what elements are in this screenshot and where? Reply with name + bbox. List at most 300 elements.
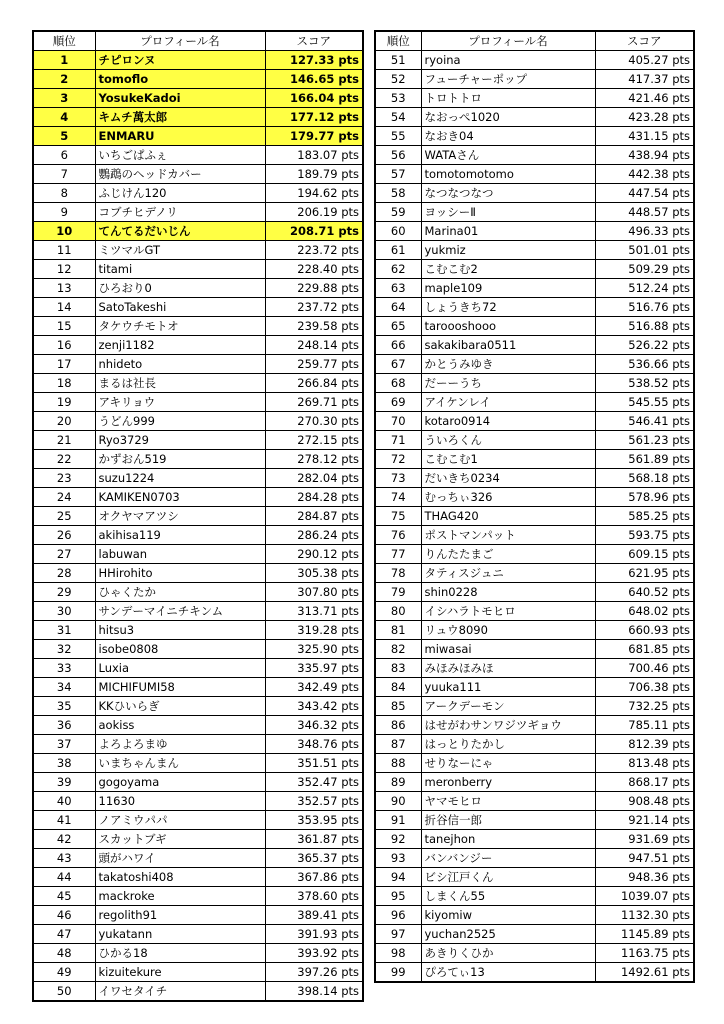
table-row	[33, 526, 363, 545]
score-cell: 438.94 pts	[595, 146, 694, 165]
score-cell: 538.52 pts	[595, 374, 694, 393]
profile-name-cell: titami	[95, 260, 265, 279]
table-row	[375, 963, 694, 983]
profile-name-cell: yukmiz	[421, 241, 595, 260]
table-row	[33, 830, 363, 849]
table-row	[33, 70, 363, 89]
score-cell: 448.57 pts	[595, 203, 694, 222]
score-cell: 352.57 pts	[265, 792, 363, 811]
profile-name-cell: チピロンヌ	[95, 51, 265, 70]
ranking-table-left	[32, 30, 364, 1002]
profile-name-cell: KKひいらぎ	[95, 697, 265, 716]
rank-cell: 7	[33, 165, 95, 184]
rank-cell: 34	[33, 678, 95, 697]
score-cell: 785.11 pts	[595, 716, 694, 735]
rank-cell: 98	[375, 944, 421, 963]
score-cell: 305.38 pts	[265, 564, 363, 583]
score-cell: 546.41 pts	[595, 412, 694, 431]
rank-cell: 92	[375, 830, 421, 849]
score-cell: 393.92 pts	[265, 944, 363, 963]
profile-name-cell: あきりくひか	[421, 944, 595, 963]
profile-name-cell: 11630	[95, 792, 265, 811]
table-row	[375, 222, 694, 241]
rank-cell: 31	[33, 621, 95, 640]
rank-cell: 87	[375, 735, 421, 754]
score-cell: 706.38 pts	[595, 678, 694, 697]
score-cell: 1132.30 pts	[595, 906, 694, 925]
rank-cell: 29	[33, 583, 95, 602]
rank-cell: 33	[33, 659, 95, 678]
table-row	[33, 260, 363, 279]
rank-cell: 95	[375, 887, 421, 906]
score-cell: 290.12 pts	[265, 545, 363, 564]
header-score: スコア	[265, 31, 363, 51]
score-cell: 593.75 pts	[595, 526, 694, 545]
rank-cell: 80	[375, 602, 421, 621]
table-row	[375, 108, 694, 127]
profile-name-cell: ryoina	[421, 51, 595, 70]
score-cell: 248.14 pts	[265, 336, 363, 355]
profile-name-cell: aokiss	[95, 716, 265, 735]
score-cell: 421.46 pts	[595, 89, 694, 108]
score-cell: 732.25 pts	[595, 697, 694, 716]
rank-cell: 45	[33, 887, 95, 906]
rank-cell: 16	[33, 336, 95, 355]
rank-cell: 96	[375, 906, 421, 925]
profile-name-cell: ひゃくたか	[95, 583, 265, 602]
profile-name-cell: スカットブギ	[95, 830, 265, 849]
profile-name-cell: regolith91	[95, 906, 265, 925]
profile-name-cell: SatoTakeshi	[95, 298, 265, 317]
profile-name-cell: yuuka111	[421, 678, 595, 697]
score-cell: 1492.61 pts	[595, 963, 694, 983]
header-rank: 順位	[33, 31, 95, 51]
table-row	[375, 488, 694, 507]
profile-name-cell: ミツマルGT	[95, 241, 265, 260]
rank-cell: 93	[375, 849, 421, 868]
profile-name-cell: kotaro0914	[421, 412, 595, 431]
score-cell: 447.54 pts	[595, 184, 694, 203]
rank-cell: 21	[33, 431, 95, 450]
rank-cell: 62	[375, 260, 421, 279]
table-row	[33, 906, 363, 925]
score-cell: 568.18 pts	[595, 469, 694, 488]
profile-name-cell: りんたたまご	[421, 545, 595, 564]
rank-cell: 36	[33, 716, 95, 735]
profile-name-cell: takatoshi408	[95, 868, 265, 887]
profile-name-cell: HHirohito	[95, 564, 265, 583]
ranking-table-left-body	[33, 31, 363, 1001]
score-cell: 325.90 pts	[265, 640, 363, 659]
table-row	[375, 241, 694, 260]
profile-name-cell: なおっぺ1020	[421, 108, 595, 127]
profile-name-cell: 折谷信一郎	[421, 811, 595, 830]
score-cell: 343.42 pts	[265, 697, 363, 716]
profile-name-cell: てんてるだいじん	[95, 222, 265, 241]
profile-name-cell: よろよろまゆ	[95, 735, 265, 754]
score-cell: 353.95 pts	[265, 811, 363, 830]
profile-name-cell: コブチヒデノリ	[95, 203, 265, 222]
table-row	[33, 697, 363, 716]
table-row	[33, 545, 363, 564]
profile-name-cell: tomoflo	[95, 70, 265, 89]
profile-name-cell: なおき04	[421, 127, 595, 146]
table-row	[33, 640, 363, 659]
score-cell: 813.48 pts	[595, 754, 694, 773]
profile-name-cell: みほみほみほ	[421, 659, 595, 678]
profile-name-cell: miwasai	[421, 640, 595, 659]
rank-cell: 46	[33, 906, 95, 925]
score-cell: 1163.75 pts	[595, 944, 694, 963]
table-row	[375, 868, 694, 887]
profile-name-cell: ひろおり0	[95, 279, 265, 298]
rank-cell: 20	[33, 412, 95, 431]
table-row	[33, 792, 363, 811]
table-row	[375, 564, 694, 583]
rank-cell: 63	[375, 279, 421, 298]
profile-name-cell: トロトトロ	[421, 89, 595, 108]
profile-name-cell: zenji1182	[95, 336, 265, 355]
table-row	[375, 773, 694, 792]
score-cell: 398.14 pts	[265, 982, 363, 1002]
profile-name-cell: なつなつなつ	[421, 184, 595, 203]
score-cell: 229.88 pts	[265, 279, 363, 298]
rank-cell: 84	[375, 678, 421, 697]
rank-cell: 78	[375, 564, 421, 583]
score-cell: 208.71 pts	[265, 222, 363, 241]
table-row	[375, 165, 694, 184]
score-cell: 516.88 pts	[595, 317, 694, 336]
rank-cell: 9	[33, 203, 95, 222]
rank-cell: 52	[375, 70, 421, 89]
score-cell: 319.28 pts	[265, 621, 363, 640]
rank-cell: 83	[375, 659, 421, 678]
profile-name-cell: タケウチモトオ	[95, 317, 265, 336]
table-row	[33, 279, 363, 298]
profile-name-cell: アキリョウ	[95, 393, 265, 412]
rank-cell: 28	[33, 564, 95, 583]
table-row	[33, 754, 363, 773]
table-row	[375, 203, 694, 222]
rank-cell: 39	[33, 773, 95, 792]
rank-cell: 3	[33, 89, 95, 108]
score-cell: 512.24 pts	[595, 279, 694, 298]
score-cell: 272.15 pts	[265, 431, 363, 450]
profile-name-cell: nhideto	[95, 355, 265, 374]
rank-cell: 2	[33, 70, 95, 89]
score-cell: 307.80 pts	[265, 583, 363, 602]
profile-name-cell: むっちぃ326	[421, 488, 595, 507]
score-cell: 313.71 pts	[265, 602, 363, 621]
table-row	[33, 89, 363, 108]
profile-name-cell: キムチ萬太郎	[95, 108, 265, 127]
score-cell: 812.39 pts	[595, 735, 694, 754]
table-row	[375, 431, 694, 450]
score-cell: 179.77 pts	[265, 127, 363, 146]
table-row	[33, 431, 363, 450]
score-cell: 660.93 pts	[595, 621, 694, 640]
table-row	[33, 773, 363, 792]
table-row	[375, 469, 694, 488]
profile-name-cell: ノアミウパパ	[95, 811, 265, 830]
profile-name-cell: いちごぱふぇ	[95, 146, 265, 165]
score-cell: 189.79 pts	[265, 165, 363, 184]
rank-cell: 81	[375, 621, 421, 640]
score-cell: 609.15 pts	[595, 545, 694, 564]
table-row	[375, 925, 694, 944]
rank-cell: 44	[33, 868, 95, 887]
profile-name-cell: ひかる18	[95, 944, 265, 963]
rank-cell: 38	[33, 754, 95, 773]
table-row	[33, 336, 363, 355]
table-row	[33, 317, 363, 336]
profile-name-cell: meronberry	[421, 773, 595, 792]
rank-cell: 55	[375, 127, 421, 146]
table-row	[375, 678, 694, 697]
rank-cell: 91	[375, 811, 421, 830]
rank-cell: 69	[375, 393, 421, 412]
score-cell: 700.46 pts	[595, 659, 694, 678]
score-cell: 417.37 pts	[595, 70, 694, 89]
score-cell: 561.23 pts	[595, 431, 694, 450]
score-cell: 908.48 pts	[595, 792, 694, 811]
table-row	[33, 678, 363, 697]
score-cell: 278.12 pts	[265, 450, 363, 469]
table-row	[33, 393, 363, 412]
table-row	[375, 70, 694, 89]
rank-cell: 82	[375, 640, 421, 659]
table-row	[33, 108, 363, 127]
profile-name-cell: アークデーモン	[421, 697, 595, 716]
score-cell: 237.72 pts	[265, 298, 363, 317]
table-row	[375, 146, 694, 165]
profile-name-cell: ヤマモヒロ	[421, 792, 595, 811]
rank-cell: 22	[33, 450, 95, 469]
score-cell: 405.27 pts	[595, 51, 694, 70]
rank-cell: 88	[375, 754, 421, 773]
rank-cell: 94	[375, 868, 421, 887]
profile-name-cell: アイケンレイ	[421, 393, 595, 412]
score-cell: 681.85 pts	[595, 640, 694, 659]
rank-cell: 56	[375, 146, 421, 165]
table-row	[33, 716, 363, 735]
rank-cell: 11	[33, 241, 95, 260]
table-row	[375, 279, 694, 298]
table-row	[33, 488, 363, 507]
table-row	[33, 450, 363, 469]
table-row	[375, 754, 694, 773]
rank-cell: 40	[33, 792, 95, 811]
rank-cell: 71	[375, 431, 421, 450]
profile-name-cell: ポストマンパット	[421, 526, 595, 545]
score-cell: 284.28 pts	[265, 488, 363, 507]
score-cell: 378.60 pts	[265, 887, 363, 906]
rank-cell: 50	[33, 982, 95, 1002]
rank-cell: 70	[375, 412, 421, 431]
table-row	[33, 355, 363, 374]
score-cell: 206.19 pts	[265, 203, 363, 222]
score-cell: 270.30 pts	[265, 412, 363, 431]
table-row	[33, 127, 363, 146]
rank-cell: 15	[33, 317, 95, 336]
score-cell: 1145.89 pts	[595, 925, 694, 944]
rank-cell: 26	[33, 526, 95, 545]
table-row	[375, 716, 694, 735]
header-rank: 順位	[375, 31, 421, 51]
rank-cell: 27	[33, 545, 95, 564]
score-cell: 348.76 pts	[265, 735, 363, 754]
rank-cell: 4	[33, 108, 95, 127]
rank-cell: 12	[33, 260, 95, 279]
table-row	[375, 184, 694, 203]
profile-name-cell: tanejhon	[421, 830, 595, 849]
profile-name-cell: うどん999	[95, 412, 265, 431]
profile-name-cell: kizuitekure	[95, 963, 265, 982]
profile-name-cell: ENMARU	[95, 127, 265, 146]
table-row	[33, 849, 363, 868]
rank-cell: 42	[33, 830, 95, 849]
profile-name-cell: こむこむ1	[421, 450, 595, 469]
profile-name-cell: せりなーにゃ	[421, 754, 595, 773]
profile-name-cell: hitsu3	[95, 621, 265, 640]
rank-cell: 54	[375, 108, 421, 127]
score-cell: 509.29 pts	[595, 260, 694, 279]
table-row	[375, 412, 694, 431]
profile-name-cell: tomotomotomo	[421, 165, 595, 184]
table-row	[375, 735, 694, 754]
score-cell: 183.07 pts	[265, 146, 363, 165]
rank-cell: 14	[33, 298, 95, 317]
profile-name-cell: オクヤマアツシ	[95, 507, 265, 526]
table-row	[375, 507, 694, 526]
rank-cell: 53	[375, 89, 421, 108]
score-cell: 921.14 pts	[595, 811, 694, 830]
score-cell: 536.66 pts	[595, 355, 694, 374]
rank-cell: 67	[375, 355, 421, 374]
profile-name-cell: akihisa119	[95, 526, 265, 545]
score-cell: 640.52 pts	[595, 583, 694, 602]
table-row	[375, 906, 694, 925]
rank-cell: 57	[375, 165, 421, 184]
score-cell: 545.55 pts	[595, 393, 694, 412]
rank-cell: 6	[33, 146, 95, 165]
rank-cell: 76	[375, 526, 421, 545]
profile-name-cell: suzu1224	[95, 469, 265, 488]
table-row	[33, 507, 363, 526]
table-row	[375, 811, 694, 830]
table-row	[375, 830, 694, 849]
rank-cell: 35	[33, 697, 95, 716]
rank-cell: 48	[33, 944, 95, 963]
table-row	[375, 127, 694, 146]
score-cell: 346.32 pts	[265, 716, 363, 735]
rank-cell: 75	[375, 507, 421, 526]
table-row	[33, 469, 363, 488]
profile-name-cell: ヨッシーⅡ	[421, 203, 595, 222]
rank-cell: 79	[375, 583, 421, 602]
ranking-table-right-body	[375, 31, 694, 982]
table-row	[33, 184, 363, 203]
table-row	[375, 317, 694, 336]
table-row	[375, 260, 694, 279]
rank-cell: 68	[375, 374, 421, 393]
profile-name-cell: isobe0808	[95, 640, 265, 659]
table-row	[33, 374, 363, 393]
rank-cell: 51	[375, 51, 421, 70]
rank-cell: 19	[33, 393, 95, 412]
table-row	[33, 602, 363, 621]
score-cell: 585.25 pts	[595, 507, 694, 526]
score-cell: 1039.07 pts	[595, 887, 694, 906]
header-profile: プロフィール名	[95, 31, 265, 51]
table-row	[375, 51, 694, 70]
profile-name-cell: しまくん55	[421, 887, 595, 906]
profile-name-cell: THAG420	[421, 507, 595, 526]
rank-cell: 59	[375, 203, 421, 222]
header-row	[33, 31, 363, 51]
table-row	[33, 811, 363, 830]
profile-name-cell: 頭がハワイ	[95, 849, 265, 868]
profile-name-cell: yuchan2525	[421, 925, 595, 944]
score-cell: 496.33 pts	[595, 222, 694, 241]
table-row	[375, 393, 694, 412]
rank-cell: 77	[375, 545, 421, 564]
profile-name-cell: サンデーマイニチキンム	[95, 602, 265, 621]
profile-name-cell: YosukeKadoi	[95, 89, 265, 108]
profile-name-cell: まるは社長	[95, 374, 265, 393]
score-cell: 335.97 pts	[265, 659, 363, 678]
profile-name-cell: はっとりたかし	[421, 735, 595, 754]
rank-cell: 25	[33, 507, 95, 526]
score-cell: 239.58 pts	[265, 317, 363, 336]
rank-cell: 1	[33, 51, 95, 70]
rank-cell: 23	[33, 469, 95, 488]
profile-name-cell: maple109	[421, 279, 595, 298]
table-row	[33, 925, 363, 944]
table-row	[33, 298, 363, 317]
profile-name-cell: Ryo3729	[95, 431, 265, 450]
rank-cell: 17	[33, 355, 95, 374]
score-cell: 266.84 pts	[265, 374, 363, 393]
profile-name-cell: labuwan	[95, 545, 265, 564]
score-cell: 166.04 pts	[265, 89, 363, 108]
score-cell: 442.38 pts	[595, 165, 694, 184]
rank-cell: 58	[375, 184, 421, 203]
rank-cell: 86	[375, 716, 421, 735]
profile-name-cell: こむこむ2	[421, 260, 595, 279]
profile-name-cell: MICHIFUMI58	[95, 678, 265, 697]
header-profile: プロフィール名	[421, 31, 595, 51]
rank-cell: 99	[375, 963, 421, 983]
profile-name-cell: sakakibara0511	[421, 336, 595, 355]
profile-name-cell: ふじけん120	[95, 184, 265, 203]
profile-name-cell: バンバンジー	[421, 849, 595, 868]
table-row	[33, 165, 363, 184]
table-row	[33, 203, 363, 222]
table-row	[375, 355, 694, 374]
rank-cell: 66	[375, 336, 421, 355]
rank-cell: 60	[375, 222, 421, 241]
ranking-table-right	[374, 30, 695, 983]
score-cell: 526.22 pts	[595, 336, 694, 355]
table-row	[33, 412, 363, 431]
score-cell: 931.69 pts	[595, 830, 694, 849]
score-cell: 223.72 pts	[265, 241, 363, 260]
rank-cell: 72	[375, 450, 421, 469]
score-cell: 351.51 pts	[265, 754, 363, 773]
table-row	[33, 735, 363, 754]
rank-cell: 85	[375, 697, 421, 716]
